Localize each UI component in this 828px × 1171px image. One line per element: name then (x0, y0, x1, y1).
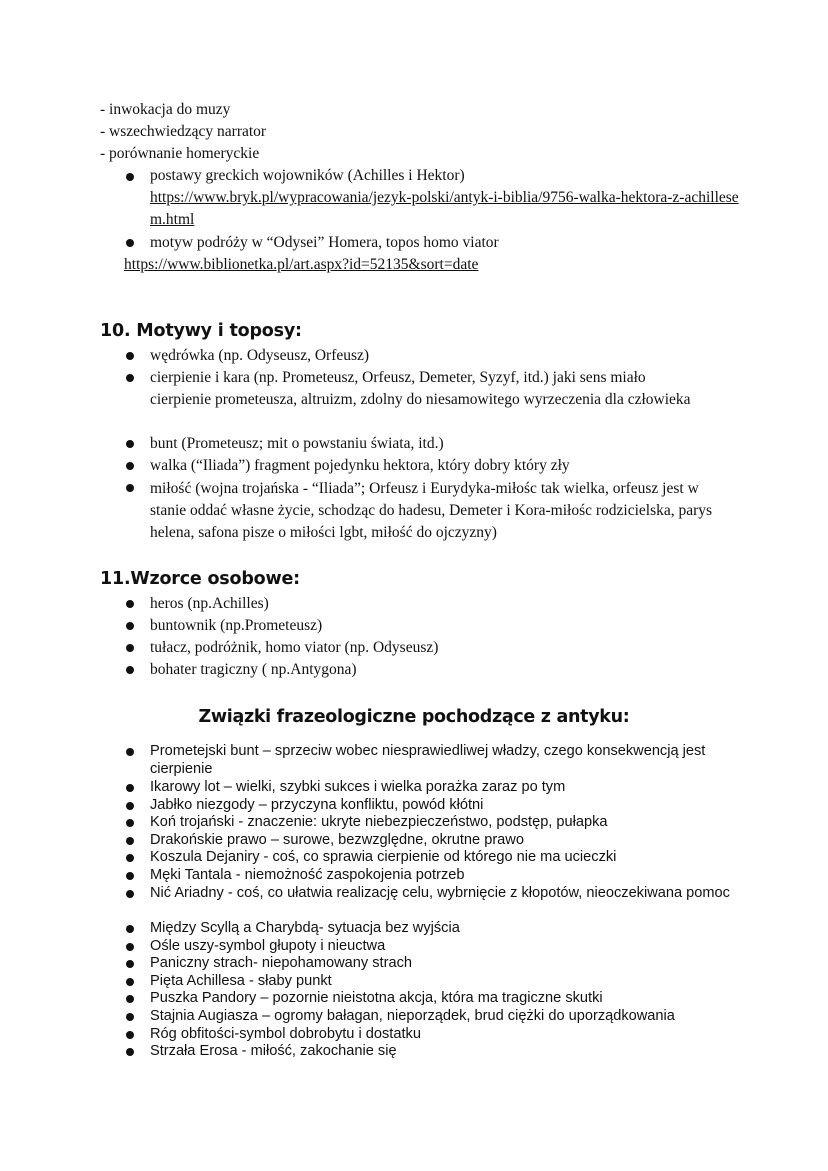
bullet-icon (126, 890, 134, 898)
bullet-icon (126, 802, 134, 810)
bryk-link[interactable]: https://www.bryk.pl/wypracowania/jezyk-polski/antyk-i-biblia/9756-walka-hektora-z-achillesem.html (150, 189, 739, 228)
phrase-item: Róg obfitości-symbol dobrobytu i dostatku (150, 1026, 421, 1042)
role-model-item: tułacz, podróżnik, homo viator (np. Odyseusz) (150, 639, 439, 656)
role-model-item: bohater tragiczny ( np.Antygona) (150, 661, 357, 678)
dash-item-invocation: - inwokacja do muzy (100, 101, 231, 118)
bullet-icon (126, 374, 134, 382)
phrase-item: Pięta Achillesa - słaby punkt (150, 973, 332, 989)
bullet-icon (126, 352, 134, 360)
bullet-icon (126, 872, 134, 880)
dash-item-comparison: - porównanie homeryckie (100, 145, 260, 162)
bullet-icon (126, 978, 134, 986)
dash-item-narrator: - wszechwiedzący narrator (100, 123, 267, 140)
bullet-icon (126, 943, 134, 951)
motif-item: cierpienie i kara (np. Prometeusz, Orfeusz, Demeter, Syzyf, itd.) jaki sens miało cierpienie prometeusza, altruizm, zdolny do niesamowitego wyrzeczenia dla człowieka (150, 369, 691, 408)
bullet-icon (126, 484, 134, 492)
section-heading-motifs: 10. Motywy i toposy: (100, 321, 302, 341)
phrase-item: Między Scyllą a Charybdą- sytuacja bez wyjścia (150, 920, 460, 936)
motif-item: walka (“Iliada”) fragment pojedynku hektora, który dobry który zły (150, 457, 570, 474)
phrase-item: Ikarowy lot – wielki, szybki sukces i wielka porażka zaraz po tym (150, 779, 566, 795)
bullet-icon (126, 925, 134, 933)
bullet-icon (126, 1013, 134, 1021)
motif-item: miłość (wojna trojańska - “Iliada”; Orfeusz i Eurydyka-miłośc tak wielka, orfeusz jest w stanie oddać własne życie, schodząc do hadesu, Demeter i Kora-miłośc rodzicielska, parys helena, safona pisze o miłości lgbt, miłość do ojczyzny) (150, 480, 713, 541)
bullet-icon (126, 600, 134, 608)
phrase-item: Ośle uszy-symbol głupoty i nieuctwa (150, 938, 386, 954)
bullet-icon (126, 173, 134, 181)
section-heading-role-models: 11.Wzorce osobowe: (100, 569, 300, 589)
bullet-icon (126, 622, 134, 630)
intro-bullet-warriors-text: postawy greckich wojowników (Achilles i Hektor) (150, 167, 465, 184)
role-model-item: buntownik (np.Prometeusz) (150, 617, 323, 634)
phrase-item: Jabłko niezgody – przyczyna konfliktu, powód kłótni (150, 797, 484, 813)
bullet-icon (126, 644, 134, 652)
phrase-item: Koń trojański - znaczenie: ukryte niebezpieczeństwo, podstęp, pułapka (150, 814, 608, 830)
bullet-icon (126, 784, 134, 792)
phrase-item: Paniczny strach- niepohamowany strach (150, 955, 413, 971)
bullet-icon (126, 1031, 134, 1039)
phrase-item: Drakońskie prawo – surowe, bezwzględne, okrutne prawo (150, 832, 524, 848)
bullet-icon (126, 666, 134, 674)
bullet-icon (126, 440, 134, 448)
biblionetka-link[interactable]: https://www.biblionetka.pl/art.aspx?id=52135&sort=date (124, 256, 479, 273)
bullet-icon (126, 854, 134, 862)
intro-bullet-travel-text: motyw podróży w “Odysei” Homera, topos homo viator (150, 234, 499, 251)
bullet-icon (126, 239, 134, 247)
phrase-item: Prometejski bunt – sprzeciw wobec niesprawiedliwej władzy, czego konsekwencją jest cierpienie (150, 743, 706, 777)
bullet-icon (126, 748, 134, 756)
phrase-item: Stajnia Augiasza – ogromy bałagan, nieporządek, brud ciężki do uporządkowania (150, 1008, 675, 1024)
motif-item: bunt (Prometeusz; mit o powstaniu świata, itd.) (150, 435, 444, 452)
bullet-icon (126, 462, 134, 470)
phrase-item: Męki Tantala - niemożność zaspokojenia potrzeb (150, 867, 465, 883)
phrase-item: Nić Ariadny - coś, co ułatwia realizację celu, wybrnięcie z kłopotów, nieoczekiwana pomoc (150, 885, 730, 901)
phrases-title: Związki frazeologiczne pochodzące z antyku: (198, 707, 630, 727)
bullet-icon (126, 1048, 134, 1056)
phrase-item: Puszka Pandory – pozornie nieistotna akcja, która ma tragiczne skutki (150, 990, 603, 1006)
intro-bullet-warriors (150, 165, 740, 231)
phrase-item: Strzała Erosa - miłość, zakochanie się (150, 1043, 397, 1059)
bullet-icon (126, 960, 134, 968)
bullet-icon (126, 819, 134, 827)
bullet-icon (126, 837, 134, 845)
role-model-item: heros (np.Achilles) (150, 595, 269, 612)
motif-item: wędrówka (np. Odyseusz, Orfeusz) (150, 347, 370, 364)
bullet-icon (126, 995, 134, 1003)
phrase-item: Koszula Dejaniry - coś, co sprawia cierpienie od którego nie ma ucieczki (150, 849, 617, 865)
